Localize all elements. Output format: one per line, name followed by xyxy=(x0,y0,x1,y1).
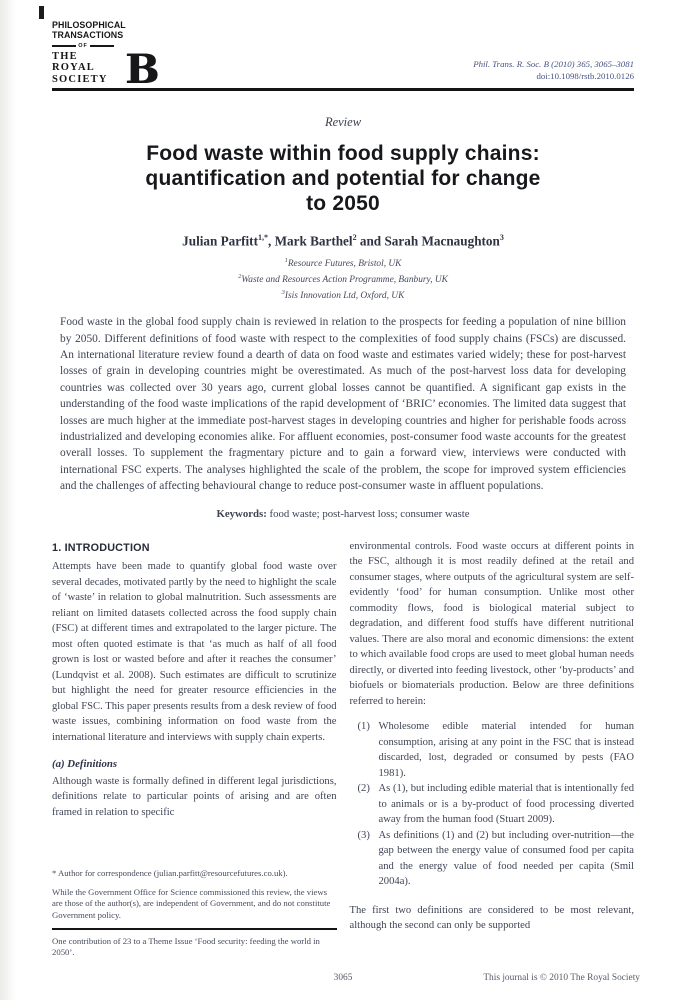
title-line-1: Food waste within food supply chains: xyxy=(146,142,540,165)
list-item-text: As (1), but including edible material that is intentionally fed to animals or is a by-product of food processing diverted away from the human food (Stuart 2009). xyxy=(378,783,634,826)
logo-line-society: SOCIETY xyxy=(52,73,108,85)
author-line xyxy=(52,233,634,249)
affiliation-list xyxy=(52,255,634,303)
list-item xyxy=(358,828,635,890)
affiliation-2-marker: 2 xyxy=(238,273,242,281)
journal-citation xyxy=(473,59,634,85)
list-item xyxy=(358,781,635,828)
author-separator: , xyxy=(267,233,275,249)
article-type-label: Review xyxy=(324,115,362,129)
doi-link[interactable]: doi:10.1098/rstb.2010.0126 xyxy=(536,70,634,81)
author-2: Mark Barthel xyxy=(274,233,353,249)
author-3: Sarah Macnaughton xyxy=(384,233,500,249)
author-1-affiliation-marker: 1,* xyxy=(257,233,268,242)
keywords-line xyxy=(52,508,634,520)
author-3-affiliation-marker: 3 xyxy=(499,233,504,242)
affiliation-3-text: Isis Innovation Ltd, Oxford, UK xyxy=(284,291,405,302)
title-line-3: to 2050 xyxy=(306,192,380,215)
disclaimer-footnote: While the Government Office for Science commissioned this review, the views are those of the author(s), are independent of Government, and do not constitute Government policy. xyxy=(52,887,331,920)
masthead xyxy=(52,19,634,93)
list-item xyxy=(358,719,635,781)
logo-line-philosophical: PHILOSOPHICAL xyxy=(52,19,126,31)
definitions-list xyxy=(350,719,635,890)
author-1: Julian Parfitt xyxy=(182,233,258,249)
left-column xyxy=(52,539,337,959)
definitions-intro-paragraph: Although waste is formally defined in different legal jurisdictions, definitions relate to particular points of arising and are often framed in relation to specific xyxy=(52,775,337,818)
right-column xyxy=(350,539,635,959)
affiliation-3-marker: 3 xyxy=(281,289,285,297)
list-item-number: (2) xyxy=(357,783,370,795)
logo-line-transactions: TRANSACTIONS xyxy=(52,30,124,41)
logo-line-the-royal: THE ROYAL xyxy=(52,50,95,73)
logo-of-label: OF xyxy=(78,43,88,49)
footnote-rule xyxy=(52,928,337,930)
list-item-number: (1) xyxy=(357,721,370,733)
affiliation-2 xyxy=(52,271,634,287)
affiliation-2-text: Waste and Resources Action Programme, Banbury, UK xyxy=(241,275,448,286)
logo-letter-b-icon: B xyxy=(125,46,159,93)
author-2-affiliation-marker: 2 xyxy=(352,233,357,242)
keywords-text: food waste; post-harvest loss; consumer waste xyxy=(266,507,470,520)
affiliation-1-marker: 1 xyxy=(284,257,288,265)
correspondence-footnote[interactable]: * Author for correspondence (julian.parfitt@resourcefutures.co.uk). xyxy=(52,867,288,878)
introduction-paragraph: Attempts have been made to quantify global food waste over several decades, motivated partly by the need to highlight the scale of ‘waste’ in relation to global malnutrition. Such assessments are reliant on limited datasets collected across the food supply chain (FSC) at different times and extrapolated to the larger picture. The most often quoted estimate is that ‘as much as half of all food grown is lost or wasted before and after it reaches the consumer’ (Lundqvist et al. 2008). Such estimates are difficult to scrutinize but highlight the need for greater resource efficiencies in the global FSC. This paper presents results from a desk review of food waste issues, combining information on food waste from the international literature and interviews with supply chain experts. xyxy=(52,561,337,743)
affiliation-3 xyxy=(52,287,634,303)
footnotes xyxy=(52,868,337,959)
page-number: 3065 xyxy=(333,973,353,983)
copyright-notice: This journal is © 2010 The Royal Society xyxy=(483,973,640,983)
keywords-label: Keywords: xyxy=(216,507,267,520)
author-separator-and: and xyxy=(356,233,385,249)
theme-issue-footnote: One contribution of 23 to a Theme Issue ‘Food security: feeding the world in 2050’. xyxy=(52,936,320,958)
royal-society-logo xyxy=(52,19,159,93)
continuation-paragraph: environmental controls. Food waste occurs at different points in the FSC, although it is most readily defined at the retail and consumer stages, where outputs of the agricultural system are self-evidently ‘food’ for human consumption. Unlike most other commodity flows, food is biological material subject to degradation, and different food stuffs have different nutritional values. There are also moral and economic dimensions: the extent to which available food crops are used to meet global human needs directly, or diverted into feeding livestock, other ‘by-products’ and biofuels or biomaterials production. Below are three definitions referred to herein: xyxy=(349,540,634,707)
citation-reference-link[interactable]: Phil. Trans. R. Soc. B (2010) 365, 3065–3081 xyxy=(473,59,634,69)
two-column-body xyxy=(52,539,634,959)
abstract: Food waste in the global food supply chain is reviewed in relation to the prospects for feeding a population of nine billion by 2050. Different definitions of food waste with respect to the complexities of food supply chains (FSCs) are discussed. An international literature review found a dearth of data on food waste and estimates varied widely; these for post-harvest losses of grain in developing countries might be overestimated. As much of the post-harvest loss data for developing countries was collected over 30 years ago, current global losses cannot be quantified. A significant gap exists in the understanding of the food waste implications of the rapid development of ‘BRIC’ economies. The limited data suggest that losses are much higher at the immediate post-harvest stages in developing countries and higher for perishable foods across industrialized and developing economies alike. For affluent economies, post-consumer food waste accounts for the greatest overall losses. To supplement the fragmentary picture and to gain a forward view, interviews were conducted with international FSC experts. The analyses highlighted the scale of the problem, the scope for improved system efficiencies and the challenges of affecting behavioural change to reduce post-consumer waste in affluent populations. xyxy=(60,316,626,493)
section-1-heading: 1. INTRODUCTION xyxy=(52,541,150,554)
affiliation-1 xyxy=(52,255,634,271)
affiliation-1-text: Resource Futures, Bristol, UK xyxy=(287,259,402,270)
title-line-2: quantification and potential for change xyxy=(145,167,541,190)
page-footer xyxy=(52,973,640,987)
list-item-text: Wholesome edible material intended for human consumption, arising at any point in the FSC that is instead discarded, lost, degraded or consumed by pests (FAO 1981). xyxy=(378,721,634,779)
scan-edge-shading xyxy=(0,0,16,1000)
list-item-number: (3) xyxy=(357,829,370,841)
article-title xyxy=(52,141,634,216)
print-registration-mark xyxy=(39,6,44,19)
subsection-a-heading: (a) Definitions xyxy=(52,758,118,771)
logo-of-separator xyxy=(52,43,114,49)
list-item-text: As definitions (1) and (2) but including over-nutrition—the gap between the energy value of consumed food per capita and the energy value of food needed per capita (Smil 2004a). xyxy=(378,829,634,888)
closing-paragraph: The first two definitions are considered to be most relevant, although the second can only be supported xyxy=(349,904,634,932)
